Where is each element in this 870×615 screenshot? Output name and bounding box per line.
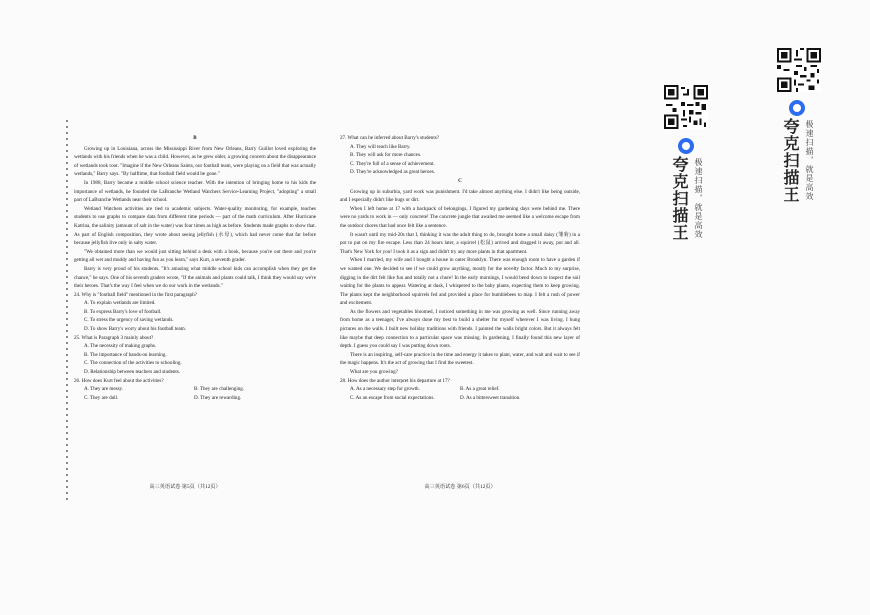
answer-option: B. To express Barry's love of football. bbox=[84, 308, 162, 315]
answer-option: B. As a great relief. bbox=[460, 386, 500, 393]
answer-option: D. To show Barry's worry about his football team. bbox=[84, 326, 187, 333]
answer-option: B. The importance of hands-on learning. bbox=[84, 351, 167, 358]
question-stem: 27. What can be inferred about Barry's students? bbox=[340, 135, 439, 141]
passage-paragraph: What are you growing? bbox=[350, 369, 398, 376]
passage-paragraph: As the flowers and vegetables bloomed, I noticed something in me was growing as well. Since running away from home as a teenager, I've always done my best to build a shelter for myself wherever I was living. I hung pictures on the walls. I built new holiday traditions with friends. I painted the walls bright colors. But it always felt like maybe that deep connection to a particular space was missing. In gardening, I finally found this new layer of depth. I guess you could say I was putting down roots. bbox=[340, 308, 580, 350]
answer-option: C. As an escape from social expectations. bbox=[350, 394, 435, 401]
passage-paragraph: "We obtained more than we would just sitting behind a desk with a book, because you're out there and you're getting all wet and muddy and having fun as you learn," says Kurt, a seventh grader. bbox=[74, 248, 316, 264]
answer-option: A. As a necessary step for growth. bbox=[350, 386, 420, 393]
section-heading-c: C bbox=[458, 177, 462, 184]
watermark-brand: 夸克扫描王 bbox=[781, 118, 800, 203]
passage-paragraph: Wetland Watchers activities are tied to academic subjects. Water-quality monitoring, for example, teaches students to use graphs to compare data from different time periods — part of the math curriculum. After Hurricane Katrina, the salinity (amount of salt in the water) was four times as high as before. Students made graphs to show that. As part of English composition, they wrote about seeing jellyfish (水母), which had never come that far before because jellyfish live only in salty water. bbox=[74, 205, 316, 247]
brand-logo-icon bbox=[678, 138, 694, 154]
passage-paragraph: When I left home at 17 with a backpack of belongings, I figured my gardening days were behind me. There were no yards to work in — only concrete! The concrete jungle that awaited me seemed like a welcome escape from the outdoor chores that had once felt like a sentence. bbox=[340, 205, 580, 229]
page-footer-left: 高三英语试卷 第5页（共12页） bbox=[149, 484, 221, 490]
passage-paragraph: There is an inspiring, self-care practice in the time and energy it takes to plant, water, and wait and wait to see if the magic happens. It's the act of growing that I find the sweetest. bbox=[340, 351, 580, 367]
section-heading-b: B bbox=[193, 135, 197, 141]
passage-paragraph: It wasn't until my mid-20s that I, thinking it was the adult thing to do, brought home a small daisy (雏菊) in a pot to put on my fire escape. Less than 24 hours later, a squirrel (松鼠) arrived and dragged it away, pot and all. That's New York for you! I took it as a sign and didn't try any more plants in that apartment. bbox=[340, 231, 580, 255]
scanner-watermark bbox=[780, 100, 814, 203]
answer-option: B. They are challenging. bbox=[194, 386, 245, 393]
question-stem: 26. How does Kurt feel about the activities? bbox=[74, 377, 164, 384]
brand-logo-icon bbox=[789, 100, 805, 116]
answer-option: A. The necessity of making graphs. bbox=[84, 343, 157, 350]
question-stem: 25. What is Paragraph 3 mainly about? bbox=[74, 334, 154, 341]
question-stem: 24. Why is "football field" mentioned in the first paragraph? bbox=[74, 291, 197, 298]
passage-paragraph: When I married, my wife and I bought a house in outer Brooklyn. There was enough room to have a garden if we wanted one. We decided to see if we could grow anything, mostly for the novelty factor. Much to my surprise, digging in the dirt felt like fun and totally not a chore! In the early mornings, I would bend down to inspect the soil waiting for the plants to appear. Watering at dusk, I whispered to the baby plants, expecting them to keep growing. The plants kept the neighborhood squirrels fed and provided a place for bumblebees to map. I felt a rush of power and excitement. bbox=[340, 257, 580, 307]
answer-option: D. They're acknowledged as great heroes. bbox=[350, 169, 435, 176]
answer-option: A. To explain wetlands are limited. bbox=[84, 300, 156, 307]
answer-option: C. To stress the urgency of saving wetlands. bbox=[84, 317, 174, 324]
question-stem: 28. How does the author interpret his departure at 17? bbox=[340, 377, 450, 384]
right-column bbox=[340, 134, 580, 402]
passage-paragraph: Barry is very proud of his students. "It's amazing what middle school kids can accomplish when they get the chance," he says. One of his seventh graders wrote, "If the animals and plants could talk, I think they would say we're their heroes. That's the way I feel when we do our work in the wetlands." bbox=[74, 265, 316, 290]
qr-code-icon bbox=[777, 48, 821, 92]
answer-option: C. The connection of the activities to schooling. bbox=[84, 360, 182, 367]
answer-option: A. They will teach like Barry. bbox=[350, 143, 411, 150]
answer-option: D. As a bittersweet transition. bbox=[460, 394, 521, 401]
watermark-brand: 夸克扫描王 bbox=[670, 156, 689, 241]
watermark-slogan: 极速扫描，就是高效 bbox=[805, 120, 814, 201]
answer-option: C. They're full of a sense of achievement. bbox=[350, 160, 435, 167]
answer-option: B. They will ask for more chances. bbox=[350, 152, 422, 159]
page-footer-right: 高三英语试卷 第6页（共12页） bbox=[424, 484, 496, 490]
left-column bbox=[74, 134, 316, 402]
passage-paragraph: Growing up in suburbia, yard work was punishment. I'd take almost anything else. I didn't like being outside, and I especially didn't like bugs or dirt. bbox=[340, 188, 580, 204]
scanner-watermark bbox=[669, 138, 703, 241]
watermark-slogan: 极速扫描，就是高效 bbox=[694, 158, 703, 239]
answer-option: A. They are messy. bbox=[84, 386, 124, 393]
answer-option: C. They are dull. bbox=[84, 394, 119, 401]
options-grid bbox=[84, 385, 316, 402]
passage-paragraph: In 1988, Barry became a middle school science teacher. With the intention of bringing home to his kids the importance of wetlands, he founded the LaBranche Wetland Watchers Service-Learning Project, "adopting" a small part of LaBranche Wetlands near their school. bbox=[74, 179, 316, 204]
binding-dashed-line bbox=[66, 120, 68, 500]
answer-option: D. They are rewarding. bbox=[194, 394, 242, 401]
qr-code-icon bbox=[664, 85, 708, 129]
answer-option: D. Relationship between teachers and students. bbox=[84, 369, 181, 376]
options-grid bbox=[350, 385, 580, 402]
passage-paragraph: Growing up in Louisiana, across the Mississippi River from New Orleans, Barry Guillot loved exploring the wetlands with his friends when he was a child. However, as he grew older, a growing concern about the disappearance of wetlands took root. "Imagine if the New Orleans Saints, our football team, were playing on a field that was actually wetlands," Barry says. "By halftime, that football field would be gone." bbox=[74, 145, 316, 178]
